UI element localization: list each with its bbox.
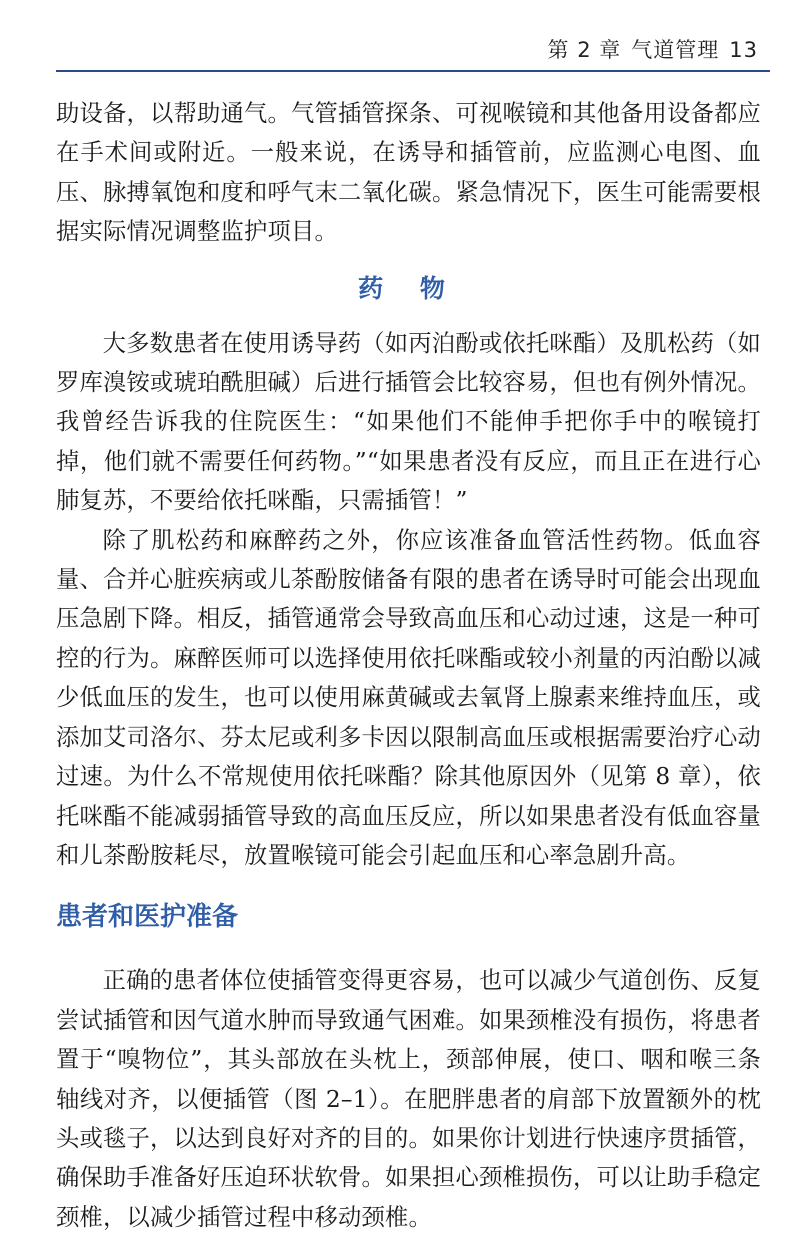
paragraph-positioning: 正确的患者体位使插管变得更容易，也可以减少气道创伤、反复尝试插管和因气道水肿而导致通气困难。如果颈椎没有损伤，将患者置于“嗅物位”，其头部放在头枕上，颈部伸展，使口、咽和喉三条轴线对齐，以便插管（图 2–1）。在肥胖患者的肩部下放置额外的枕头或毯子，以达到良好对齐的目的。如果你计划进行快速序贯插管，确保助手准备好压迫环状软骨。如果担心颈椎损伤，可以让助手稳定颈椎，以减少插管过程中移动颈椎。 — [56, 967, 761, 1231]
paragraph-continued: 助设备，以帮助通气。气管插管探条、可视喉镜和其他备用设备都应在手术间或附近。一般来说，在诱导和插管前，应监测心电图、血压、脉搏氧饱和度和呼气末二氧化碳。紧急情况下，医生可能需要根据实际情况调整监护项目。 — [56, 100, 761, 246]
page-body — [56, 94, 761, 1237]
heading-drugs: 药 物 — [358, 273, 459, 303]
header-rule — [56, 70, 770, 72]
paragraph-vasoactive: 除了肌松药和麻醉药之外，你应该准备血管活性药物。低血容量、合并心脏疾病或儿茶酚胺储备有限的患者在诱导时可能会出现血压急剧下降。相反，插管通常会导致高血压和心动过速，这是一种可控的行为。麻醉医师可以选择使用依托咪酯或较小剂量的丙泊酚以减少低血压的发生，也可以使用麻黄碱或去氧肾上腺素来维持血压，或添加艾司洛尔、芬太尼或利多卡因以限制高血压或根据需要治疗心动过速。为什么不常规使用依托咪酯？除其他原因外（见第 8 章），依托咪酯不能减弱插管导致的高血压反应，所以如果患者没有低血容量和儿茶酚胺耗尽，放置喉镜可能会引起血压和心率急剧升高。 — [56, 526, 761, 869]
heading-patient-prep: 患者和医护准备 — [56, 902, 239, 933]
running-header — [0, 34, 800, 72]
paragraph-drugs-intro: 大多数患者在使用诱导药（如丙泊酚或依托咪酯）及肌松药（如罗库溴铵或琥珀酰胆碱）后进行插管会比较容易，但也有例外情况。我曾经告诉我的住院医生：“如果他们不能伸手把你手中的喉镜打掉，他们就不需要任何药物。”“如果患者没有反应，而且正在进行心肺复苏，不要给依托咪酯，只需插管！” — [56, 329, 761, 515]
chapter-title: 气道管理 — [631, 38, 720, 62]
header-text — [538, 34, 758, 64]
page-number: 13 — [729, 38, 758, 62]
chapter-number: 第 2 章 — [547, 38, 622, 62]
